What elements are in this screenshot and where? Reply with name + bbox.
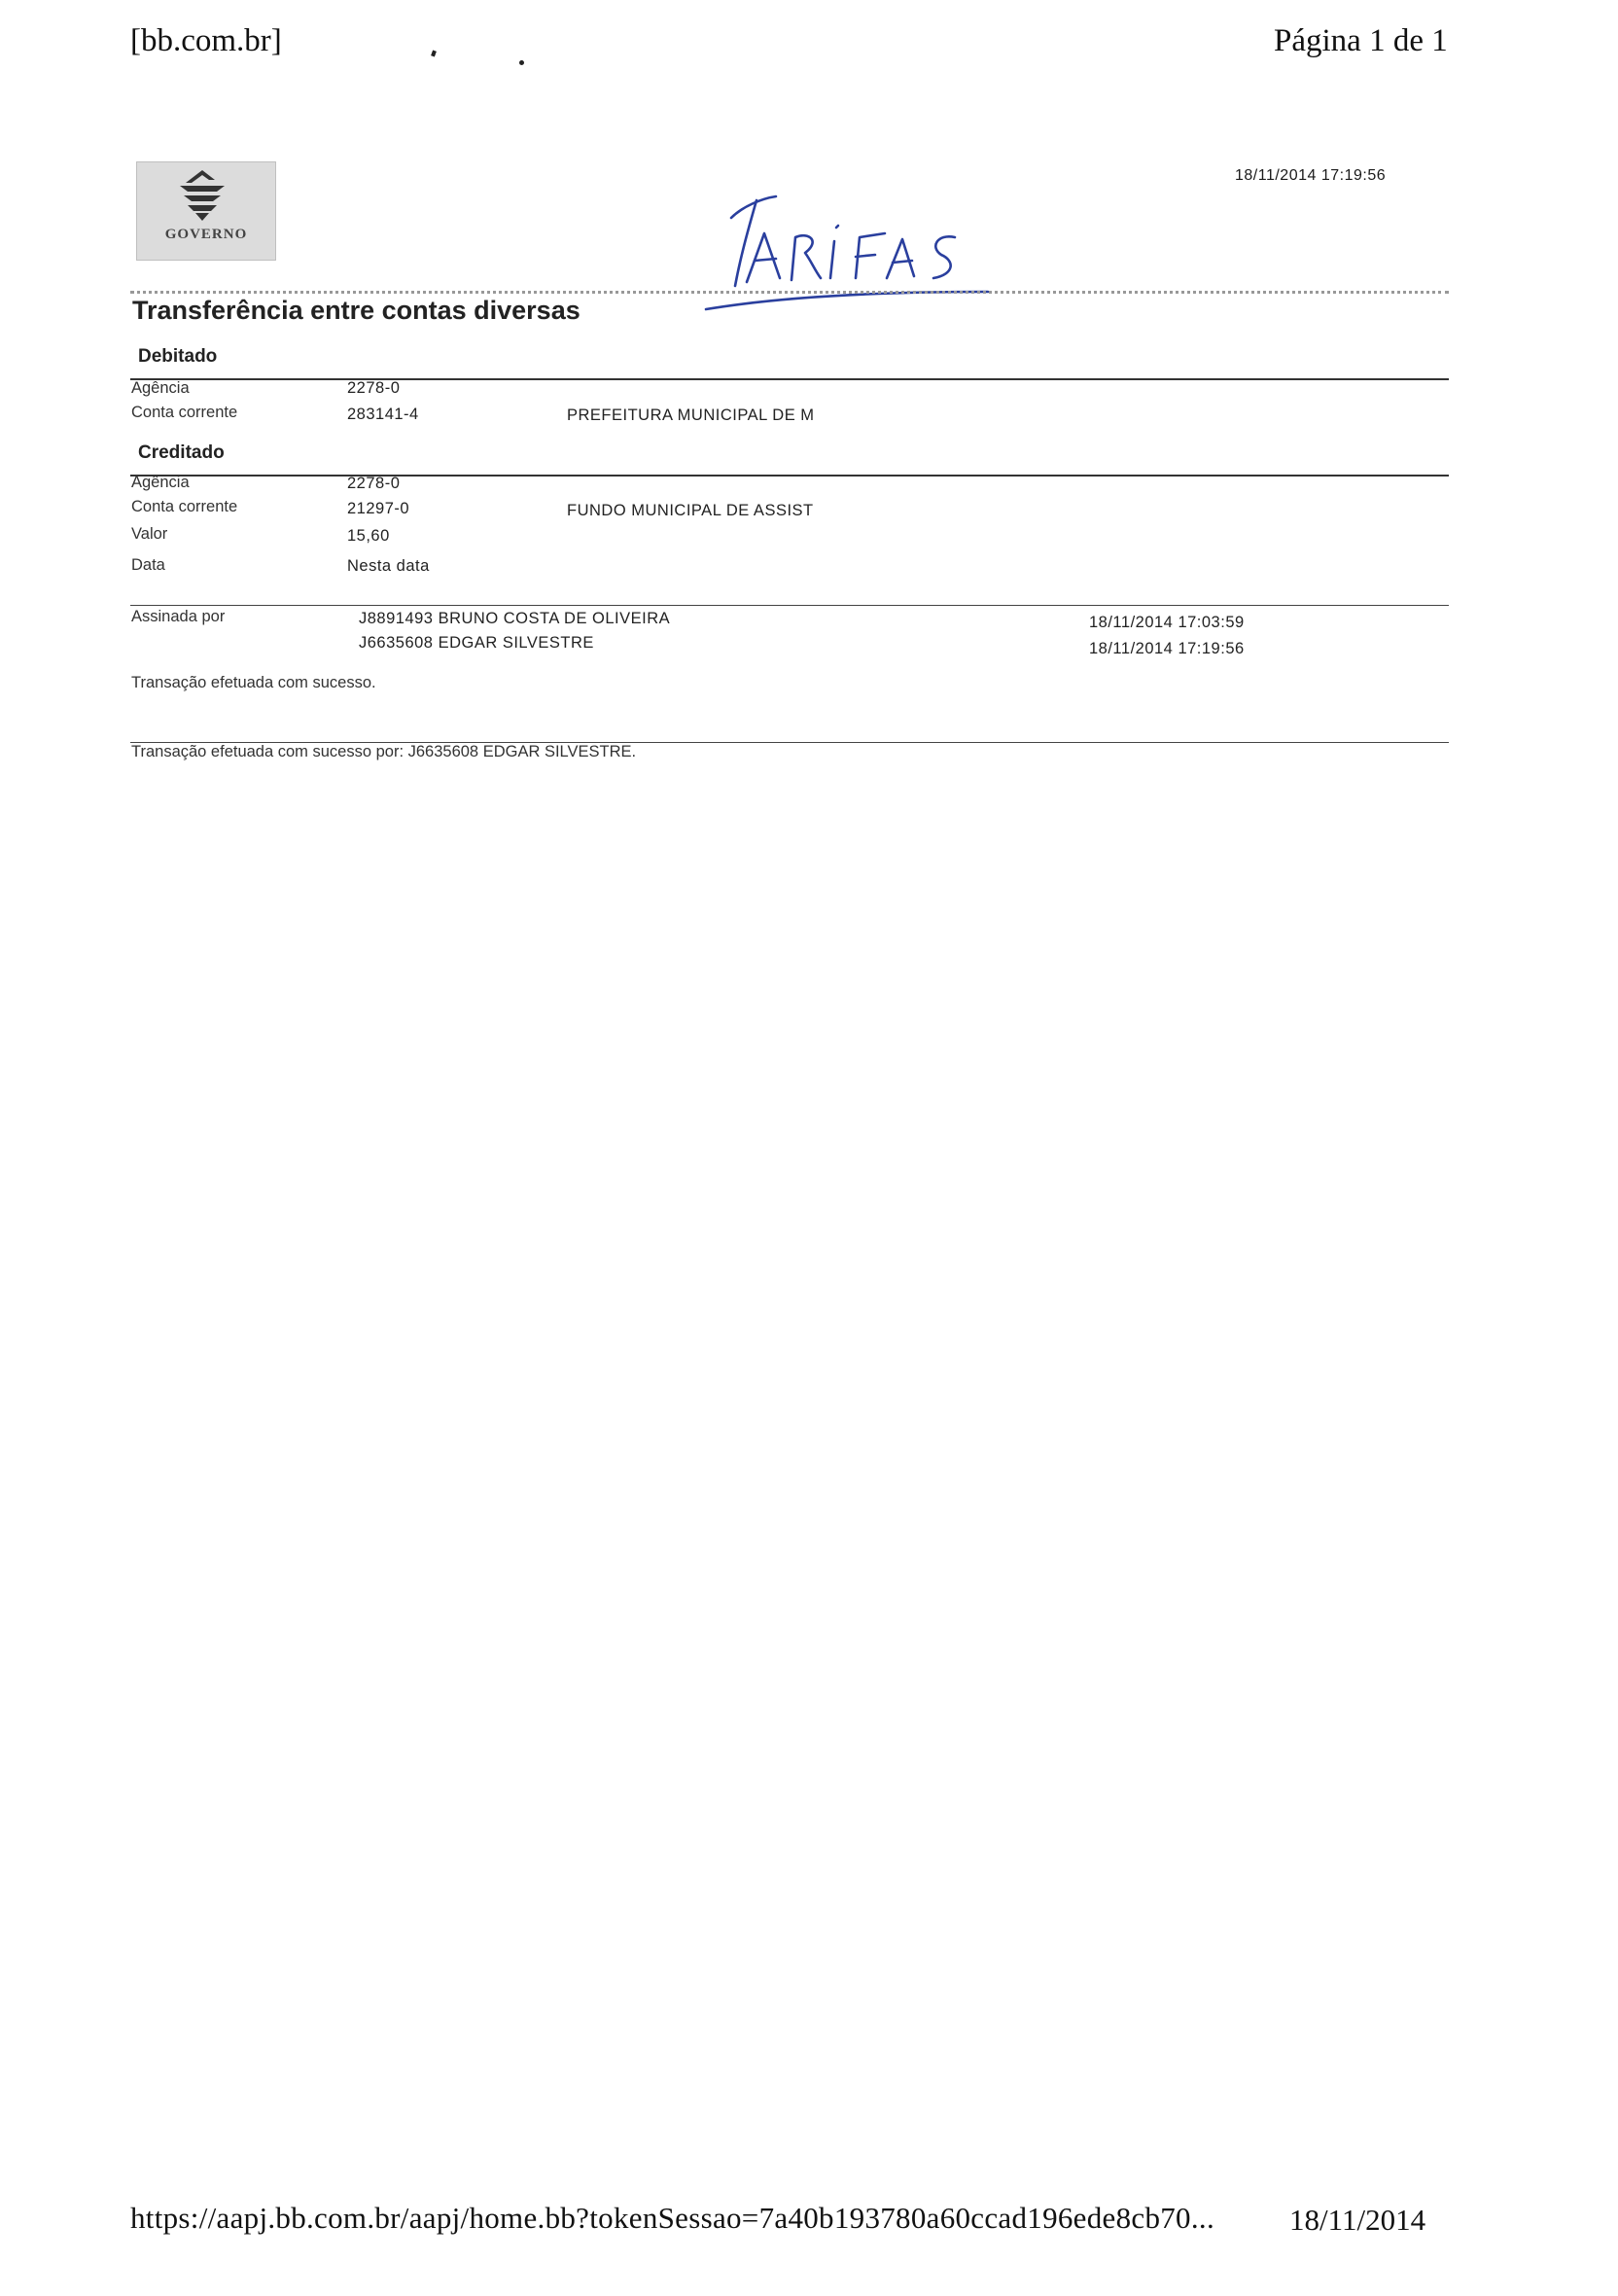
section-divider [130,378,1449,380]
bank-logo-icon [172,168,232,223]
print-footer-url: https://aapj.bb.com.br/aapj/home.bb?tokenSessao=7a40b193780a60ccad196ede8cb70... [130,2201,1215,2235]
creditado-titular: FUNDO MUNICIPAL DE ASSIST [567,502,814,519]
data-label: Data [131,556,165,574]
creditado-agencia-label: Agência [131,474,190,491]
section-divider [130,475,1449,477]
assinada-por-label: Assinada por [131,608,226,625]
debitado-heading: Debitado [138,346,218,367]
creditado-heading: Creditado [138,442,225,463]
creditado-conta-label: Conta corrente [131,498,238,515]
document-timestamp: 18/11/2014 17:19:56 [1235,167,1387,184]
debitado-agencia-value: 2278-0 [347,379,401,397]
debitado-agencia-label: Agência [131,379,190,397]
creditado-agencia-value: 2278-0 [347,475,401,492]
signatures-divider [130,605,1449,606]
debitado-titular: PREFEITURA MUNICIPAL DE M [567,406,815,424]
signer-name: J8891493 BRUNO COSTA DE OLIVEIRA [359,610,671,627]
page-title: Transferência entre contas diversas [132,296,580,325]
status-message: Transação efetuada com sucesso. [131,674,376,691]
debitado-conta-label: Conta corrente [131,404,238,421]
header-divider [130,291,1449,294]
data-value: Nesta data [347,557,430,575]
signer-datetime: 18/11/2014 17:19:56 [1089,640,1245,657]
signer-name: J6635608 EDGAR SILVESTRE [359,634,594,652]
final-status-message: Transação efetuada com sucesso por: J6635608 EDGAR SILVESTRE. [131,743,637,760]
bank-logo [136,161,276,261]
debitado-conta-value: 283141-4 [347,406,419,423]
valor-value: 15,60 [347,527,390,545]
print-header-page-number: Página 1 de 1 [1274,23,1448,58]
creditado-conta-value: 21297-0 [347,500,410,517]
signer-datetime: 18/11/2014 17:03:59 [1089,614,1245,631]
print-header-site: [bb.com.br] [130,23,282,58]
scan-speck [519,60,524,65]
bank-logo-label: GOVERNO [164,227,248,242]
scan-speck [431,50,437,56]
valor-label: Valor [131,525,168,543]
handwritten-note-tarifas [700,177,1002,323]
print-footer-date: 18/11/2014 [1289,2203,1426,2237]
